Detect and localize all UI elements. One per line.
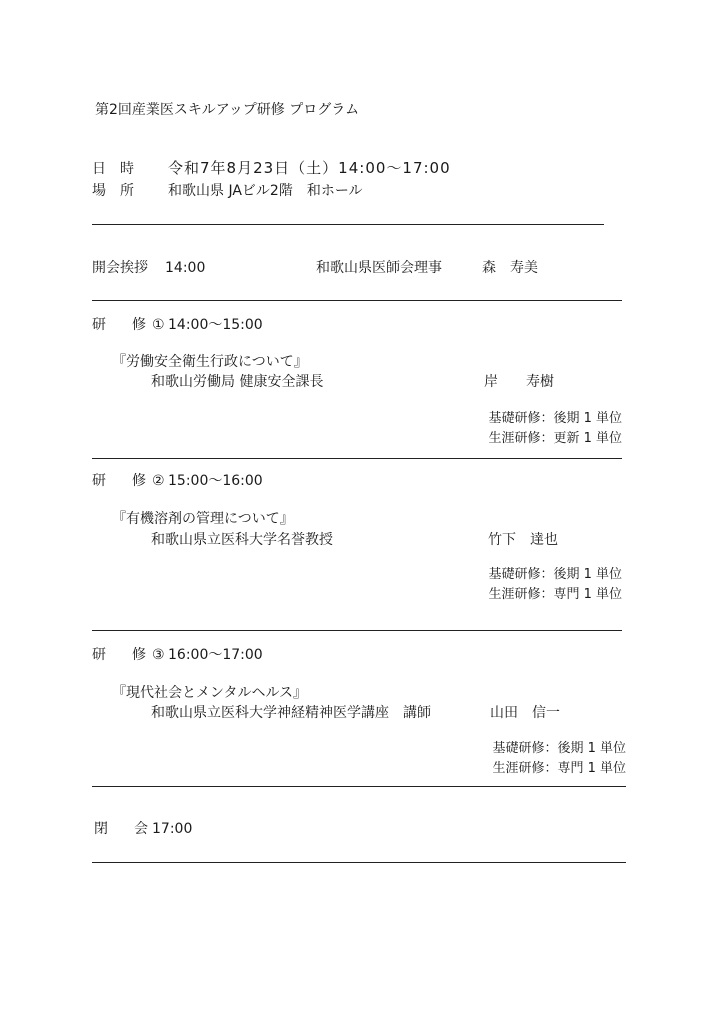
closing-label: 閉 会 xyxy=(94,821,154,837)
session-3-time: 16:00〜17:00 xyxy=(168,647,263,663)
venue-label: 場所 xyxy=(92,183,148,199)
closing-time: 17:00 xyxy=(152,821,193,837)
session-2-credit-lifelong: 生涯研修：専門 1 単位 xyxy=(488,587,622,602)
session-1-credit-basic: 基礎研修：後期 1 単位 xyxy=(488,411,622,426)
session-1-credit-lifelong: 生涯研修：更新 1 単位 xyxy=(488,431,622,446)
session-3-topic: 『現代社会とメンタルヘルス』 xyxy=(112,685,308,701)
session-2-credit-basic: 基礎研修：後期 1 単位 xyxy=(488,567,622,582)
opening-time: 14:00 xyxy=(165,260,206,276)
session-2-name: 竹下 達也 xyxy=(488,532,558,548)
divider xyxy=(92,300,622,301)
opening-name: 森 寿美 xyxy=(482,260,538,276)
date-value: 令和7年8月23日（土）14:00〜17:00 xyxy=(168,159,451,177)
session-1-affiliation: 和歌山労働局 健康安全課長 xyxy=(151,374,324,390)
session-2-topic: 『有機溶剤の管理について』 xyxy=(112,511,294,527)
divider xyxy=(92,786,626,787)
session-1-time: 14:00〜15:00 xyxy=(168,317,263,333)
divider xyxy=(92,630,622,631)
opening-label: 開会挨拶 xyxy=(92,260,148,276)
divider xyxy=(92,862,626,863)
session-3-label: 研 修③ xyxy=(92,647,171,663)
session-2-label: 研 修② xyxy=(92,473,171,489)
session-1-label: 研 修① xyxy=(92,317,171,333)
divider xyxy=(92,458,622,459)
session-3-affiliation: 和歌山県立医科大学神経精神医学講座 講師 xyxy=(151,705,431,721)
venue-value: 和歌山県 JAビル2階 和ホール xyxy=(168,183,363,199)
session-3-credit-basic: 基礎研修：後期 1 単位 xyxy=(492,741,626,756)
session-3-credit-lifelong: 生涯研修：専門 1 単位 xyxy=(492,761,626,776)
session-3-name: 山田 信一 xyxy=(490,705,560,721)
program-title: 第2回産業医スキルアップ研修 プログラム xyxy=(95,102,360,118)
session-1-topic: 『労働安全衛生行政について』 xyxy=(112,354,308,370)
date-label: 日時 xyxy=(92,161,148,177)
opening-affiliation: 和歌山県医師会理事 xyxy=(316,260,442,276)
divider xyxy=(92,224,604,225)
session-1-name: 岸 寿樹 xyxy=(484,374,554,390)
session-2-time: 15:00〜16:00 xyxy=(168,473,263,489)
session-2-affiliation: 和歌山県立医科大学名誉教授 xyxy=(151,532,333,548)
